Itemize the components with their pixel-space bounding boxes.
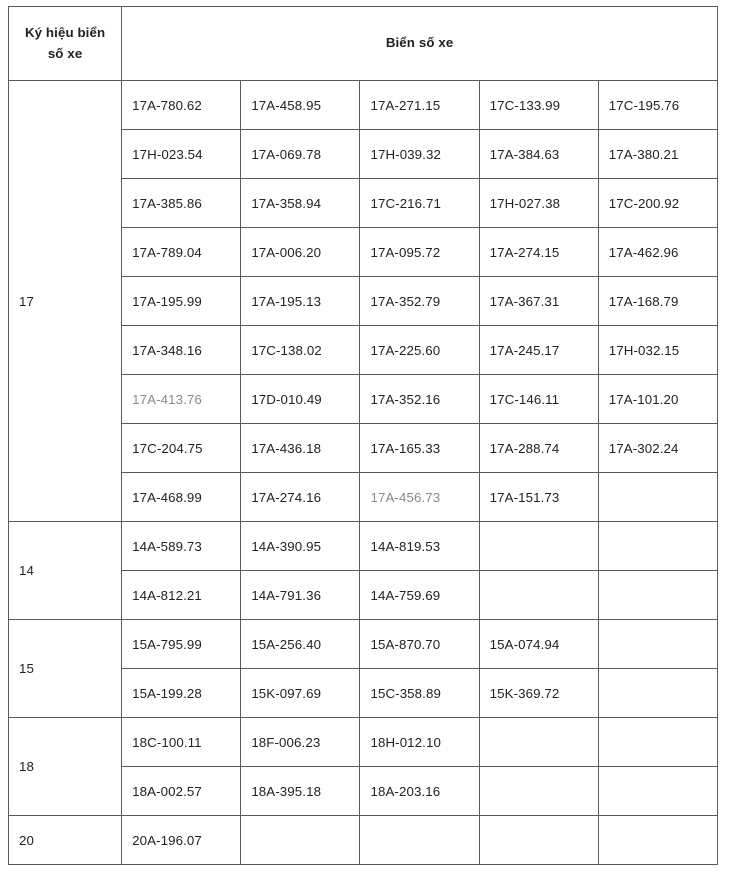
plate-number-cell: 17H-039.32 [360, 130, 479, 179]
plate-number-cell: 14A-589.73 [122, 522, 241, 571]
plate-number-cell: 17A-780.62 [122, 81, 241, 130]
plate-number-cell: 17A-384.63 [479, 130, 598, 179]
plate-number-cell: 17H-027.38 [479, 179, 598, 228]
plate-number-cell: 17A-225.60 [360, 326, 479, 375]
plate-number-cell: 17A-352.16 [360, 375, 479, 424]
plate-number-cell: 20A-196.07 [122, 816, 241, 865]
plate-number-cell: 17C-146.11 [479, 375, 598, 424]
plate-number-cell: 17A-195.13 [241, 277, 360, 326]
empty-cell [598, 767, 717, 816]
plate-number-cell: 14A-791.36 [241, 571, 360, 620]
table-row [9, 522, 718, 571]
empty-cell [479, 816, 598, 865]
plate-number-cell: 15A-199.28 [122, 669, 241, 718]
table-header [9, 7, 718, 81]
plate-number-cell: 15A-074.94 [479, 620, 598, 669]
license-plate-table [8, 6, 718, 865]
plate-number-cell: 17A-462.96 [598, 228, 717, 277]
plate-number-cell: 17A-468.99 [122, 473, 241, 522]
plate-number-cell: 17A-456.73 [360, 473, 479, 522]
plate-number-cell: 17A-006.20 [241, 228, 360, 277]
plate-number-cell: 15K-097.69 [241, 669, 360, 718]
header-code [9, 7, 122, 81]
plate-number-cell: 17H-023.54 [122, 130, 241, 179]
plate-number-cell: 17C-216.71 [360, 179, 479, 228]
plate-code-cell: 15 [9, 620, 122, 718]
plate-number-cell: 17A-789.04 [122, 228, 241, 277]
empty-cell [241, 816, 360, 865]
table-body [9, 81, 718, 865]
header-code-line1: Ký hiệu biển [24, 24, 106, 40]
plate-number-cell: 18F-006.23 [241, 718, 360, 767]
plate-number-cell: 14A-759.69 [360, 571, 479, 620]
plate-number-cell: 17A-367.31 [479, 277, 598, 326]
plate-number-cell: 17C-195.76 [598, 81, 717, 130]
header-code-line2: số xe [47, 45, 83, 61]
empty-cell [598, 522, 717, 571]
empty-cell [479, 767, 598, 816]
empty-cell [598, 473, 717, 522]
plate-number-cell: 15A-256.40 [241, 620, 360, 669]
plate-number-cell: 15A-795.99 [122, 620, 241, 669]
header-row [9, 7, 718, 81]
plate-number-cell: 17A-274.16 [241, 473, 360, 522]
empty-cell [598, 718, 717, 767]
plate-number-cell: 17C-133.99 [479, 81, 598, 130]
table-row [9, 718, 718, 767]
empty-cell [598, 620, 717, 669]
plate-number-cell: 17A-352.79 [360, 277, 479, 326]
plate-code-cell: 18 [9, 718, 122, 816]
plate-number-cell: 15A-870.70 [360, 620, 479, 669]
plate-number-cell: 15C-358.89 [360, 669, 479, 718]
plate-number-cell: 17A-095.72 [360, 228, 479, 277]
plate-number-cell: 17A-348.16 [122, 326, 241, 375]
plate-number-cell: 17A-168.79 [598, 277, 717, 326]
plate-number-cell: 17A-302.24 [598, 424, 717, 473]
plate-number-cell: 17A-271.15 [360, 81, 479, 130]
empty-cell [479, 522, 598, 571]
plate-number-cell: 17D-010.49 [241, 375, 360, 424]
plate-number-cell: 17A-288.74 [479, 424, 598, 473]
plate-number-cell: 17A-413.76 [122, 375, 241, 424]
plate-number-cell: 17A-458.95 [241, 81, 360, 130]
plate-number-cell: 17A-151.73 [479, 473, 598, 522]
header-plates: Biển số xe [122, 7, 718, 81]
plate-code-cell: 17 [9, 81, 122, 522]
plate-number-cell: 17A-436.18 [241, 424, 360, 473]
plate-number-cell: 17A-385.86 [122, 179, 241, 228]
empty-cell [598, 669, 717, 718]
plate-number-cell: 18A-395.18 [241, 767, 360, 816]
plate-number-cell: 18A-203.16 [360, 767, 479, 816]
plate-number-cell: 14A-812.21 [122, 571, 241, 620]
plate-code-cell: 14 [9, 522, 122, 620]
plate-number-cell: 18A-002.57 [122, 767, 241, 816]
empty-cell [479, 571, 598, 620]
plate-number-cell: 17A-165.33 [360, 424, 479, 473]
plate-number-cell: 17A-380.21 [598, 130, 717, 179]
plate-number-cell: 17A-101.20 [598, 375, 717, 424]
plate-number-cell: 17A-069.78 [241, 130, 360, 179]
table-row [9, 620, 718, 669]
plate-number-cell: 17C-200.92 [598, 179, 717, 228]
plate-number-cell: 15K-369.72 [479, 669, 598, 718]
plate-number-cell: 18C-100.11 [122, 718, 241, 767]
plate-number-cell: 14A-819.53 [360, 522, 479, 571]
plate-number-cell: 17A-195.99 [122, 277, 241, 326]
plate-number-cell: 14A-390.95 [241, 522, 360, 571]
empty-cell [360, 816, 479, 865]
plate-code-cell: 20 [9, 816, 122, 865]
table-row [9, 81, 718, 130]
empty-cell [479, 718, 598, 767]
table-row [9, 816, 718, 865]
plate-number-cell: 17A-358.94 [241, 179, 360, 228]
empty-cell [598, 816, 717, 865]
plate-number-cell: 18H-012.10 [360, 718, 479, 767]
plate-number-cell: 17A-274.15 [479, 228, 598, 277]
empty-cell [598, 571, 717, 620]
plate-number-cell: 17A-245.17 [479, 326, 598, 375]
plate-number-cell: 17H-032.15 [598, 326, 717, 375]
plate-number-cell: 17C-138.02 [241, 326, 360, 375]
plate-number-cell: 17C-204.75 [122, 424, 241, 473]
